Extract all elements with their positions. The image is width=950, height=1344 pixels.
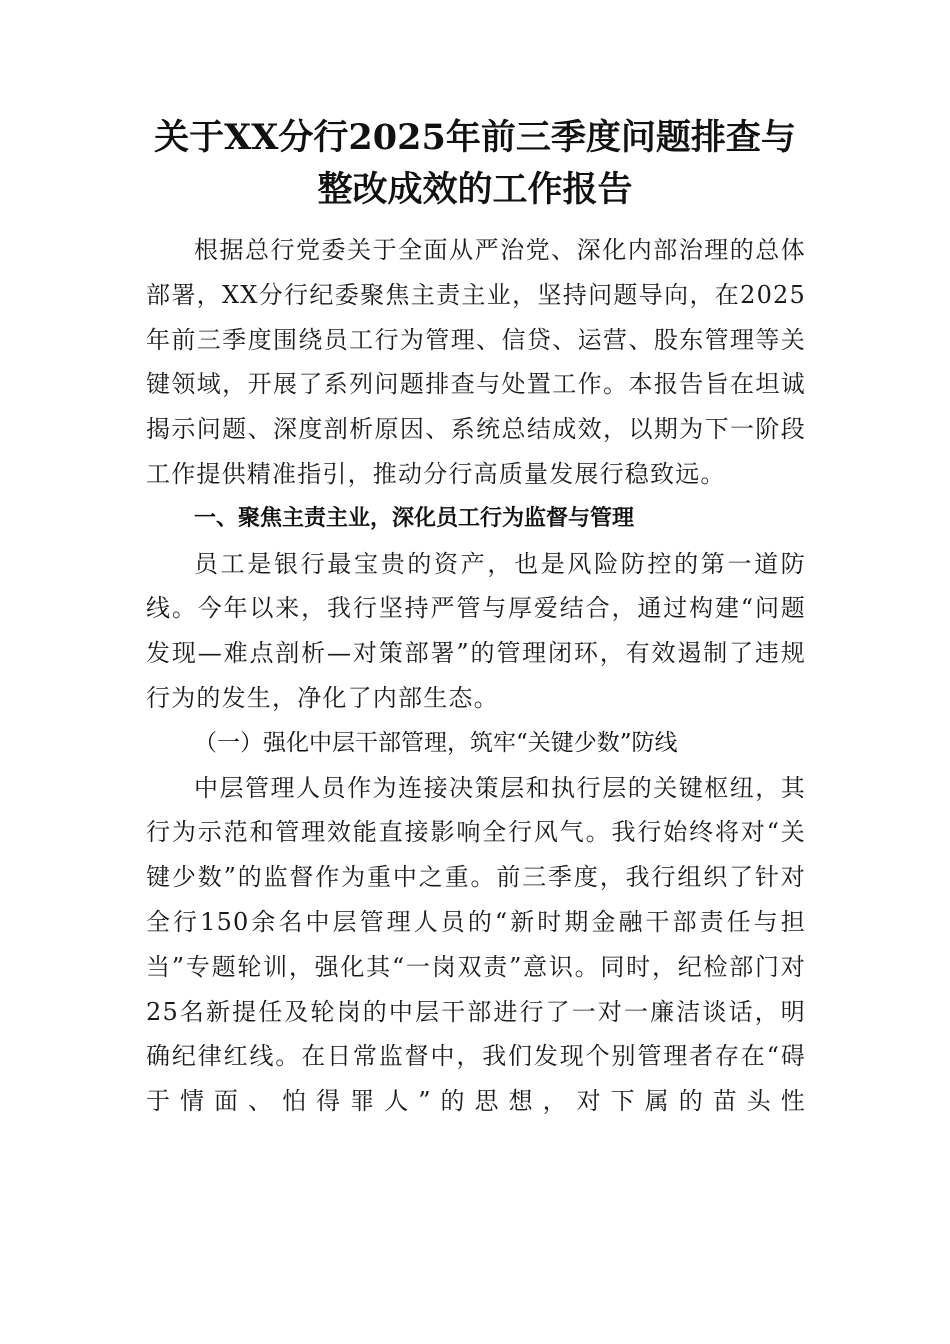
title-line-2: 整改成效的工作报告 <box>317 169 633 210</box>
document-title <box>120 112 830 216</box>
title-line-1: 关于XX分行2025年前三季度问题排查与 <box>154 117 796 158</box>
document-body <box>146 228 806 1124</box>
intro-paragraph: 根据总行党委关于全面从严治党、深化内部治理的总体部署，XX分行纪委聚焦主责主业，坚持问题导向，在2025年前三季度围绕员工行为管理、信贷、运营、股东管理等关键领域，开展了系列问题排查与处置工作。本报告旨在坦诚揭示问题、深度剖析原因、系统总结成效，以期为下一阶段工作提供精准指引，推动分行高质量发展行稳致远。 <box>146 236 806 488</box>
subsection-1-heading: （一）强化中层干部管理，筑牢“关键少数”防线 <box>194 729 678 756</box>
subsection-1-paragraph: 中层管理人员作为连接决策层和执行层的关键枢纽，其行为示范和管理效能直接影响全行风气。我行始终将对“关键少数”的监督作为重中之重。前三季度，我行组织了针对全行150余名中层管理人员的“新时期金融干部责任与担当”专题轮训，强化其“一岗双责”意识。同时，纪检部门对25名新提任及轮岗的中层干部进行了一对一廉洁谈话，明确纪律红线。在日常监督中，我们发现个别管理者存在“碍于情面、怕得罪人”的思想，对下属的苗头性 <box>146 773 806 1116</box>
section-1-heading: 一、聚焦主责主业，深化员工行为监督与管理 <box>194 505 635 531</box>
section-1-paragraph: 员工是银行最宝贵的资产，也是风险防控的第一道防线。今年以来，我行坚持严管与厚爱结合，通过构建“问题发现—难点剖析—对策部署”的管理闭环，有效遏制了违规行为的发生，净化了内部生态。 <box>146 549 806 712</box>
